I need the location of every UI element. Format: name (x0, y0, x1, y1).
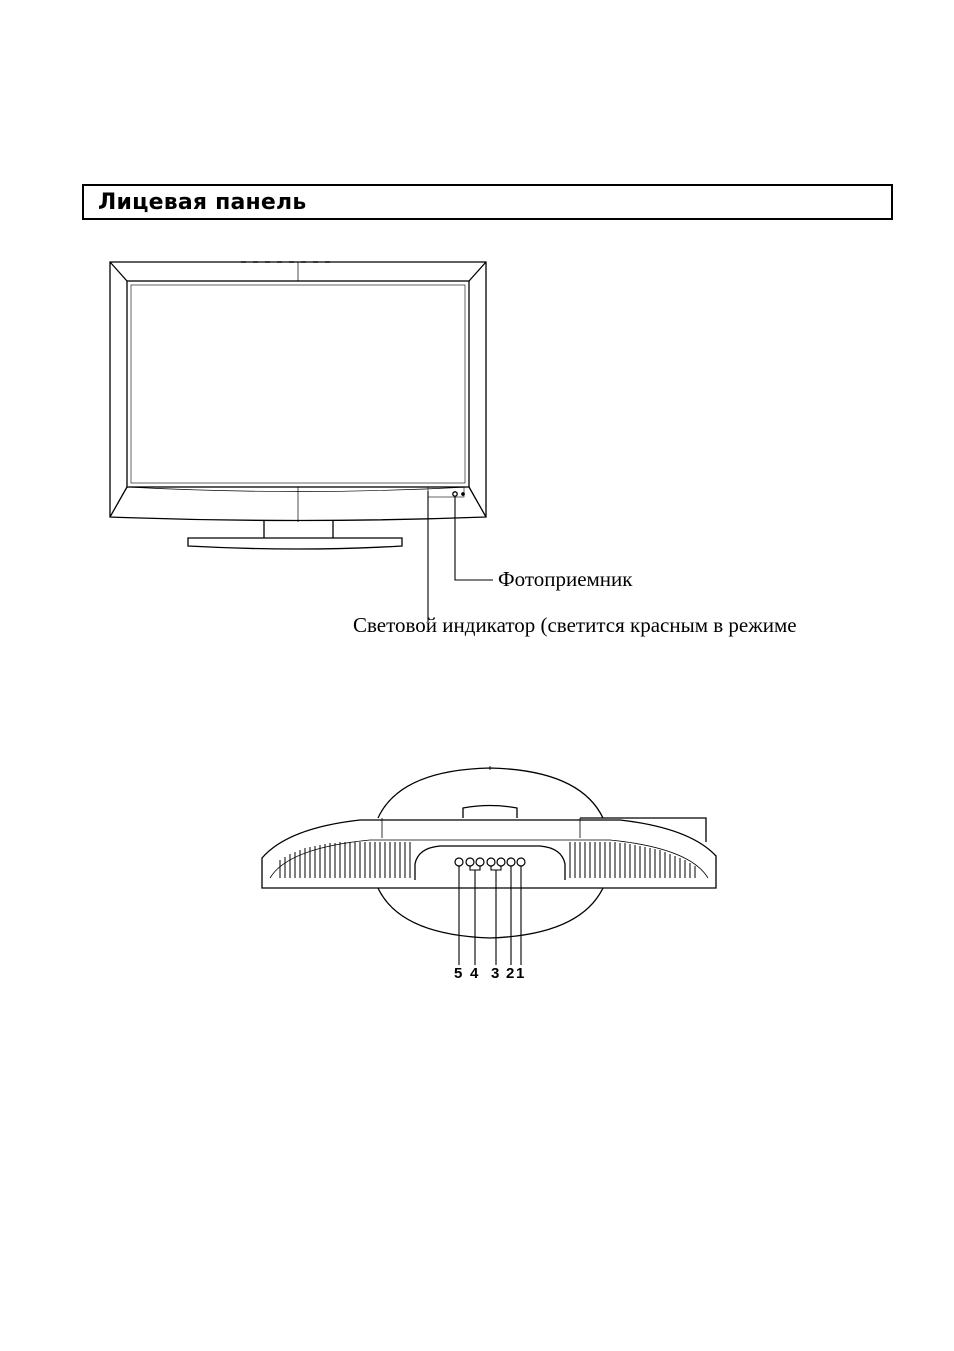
button-number-1: 1 (516, 965, 525, 982)
button-number-3: 3 (491, 965, 500, 982)
button-number-4: 4 (470, 965, 479, 982)
callout-indicator: Световой индикатор (светится красным в режиме (353, 613, 797, 637)
section-title: Лицевая панель (98, 190, 307, 215)
button-number-2: 2 (506, 965, 515, 982)
button-number-5: 5 (454, 965, 463, 982)
callout-photoreceiver: Фотоприемник (498, 567, 633, 591)
